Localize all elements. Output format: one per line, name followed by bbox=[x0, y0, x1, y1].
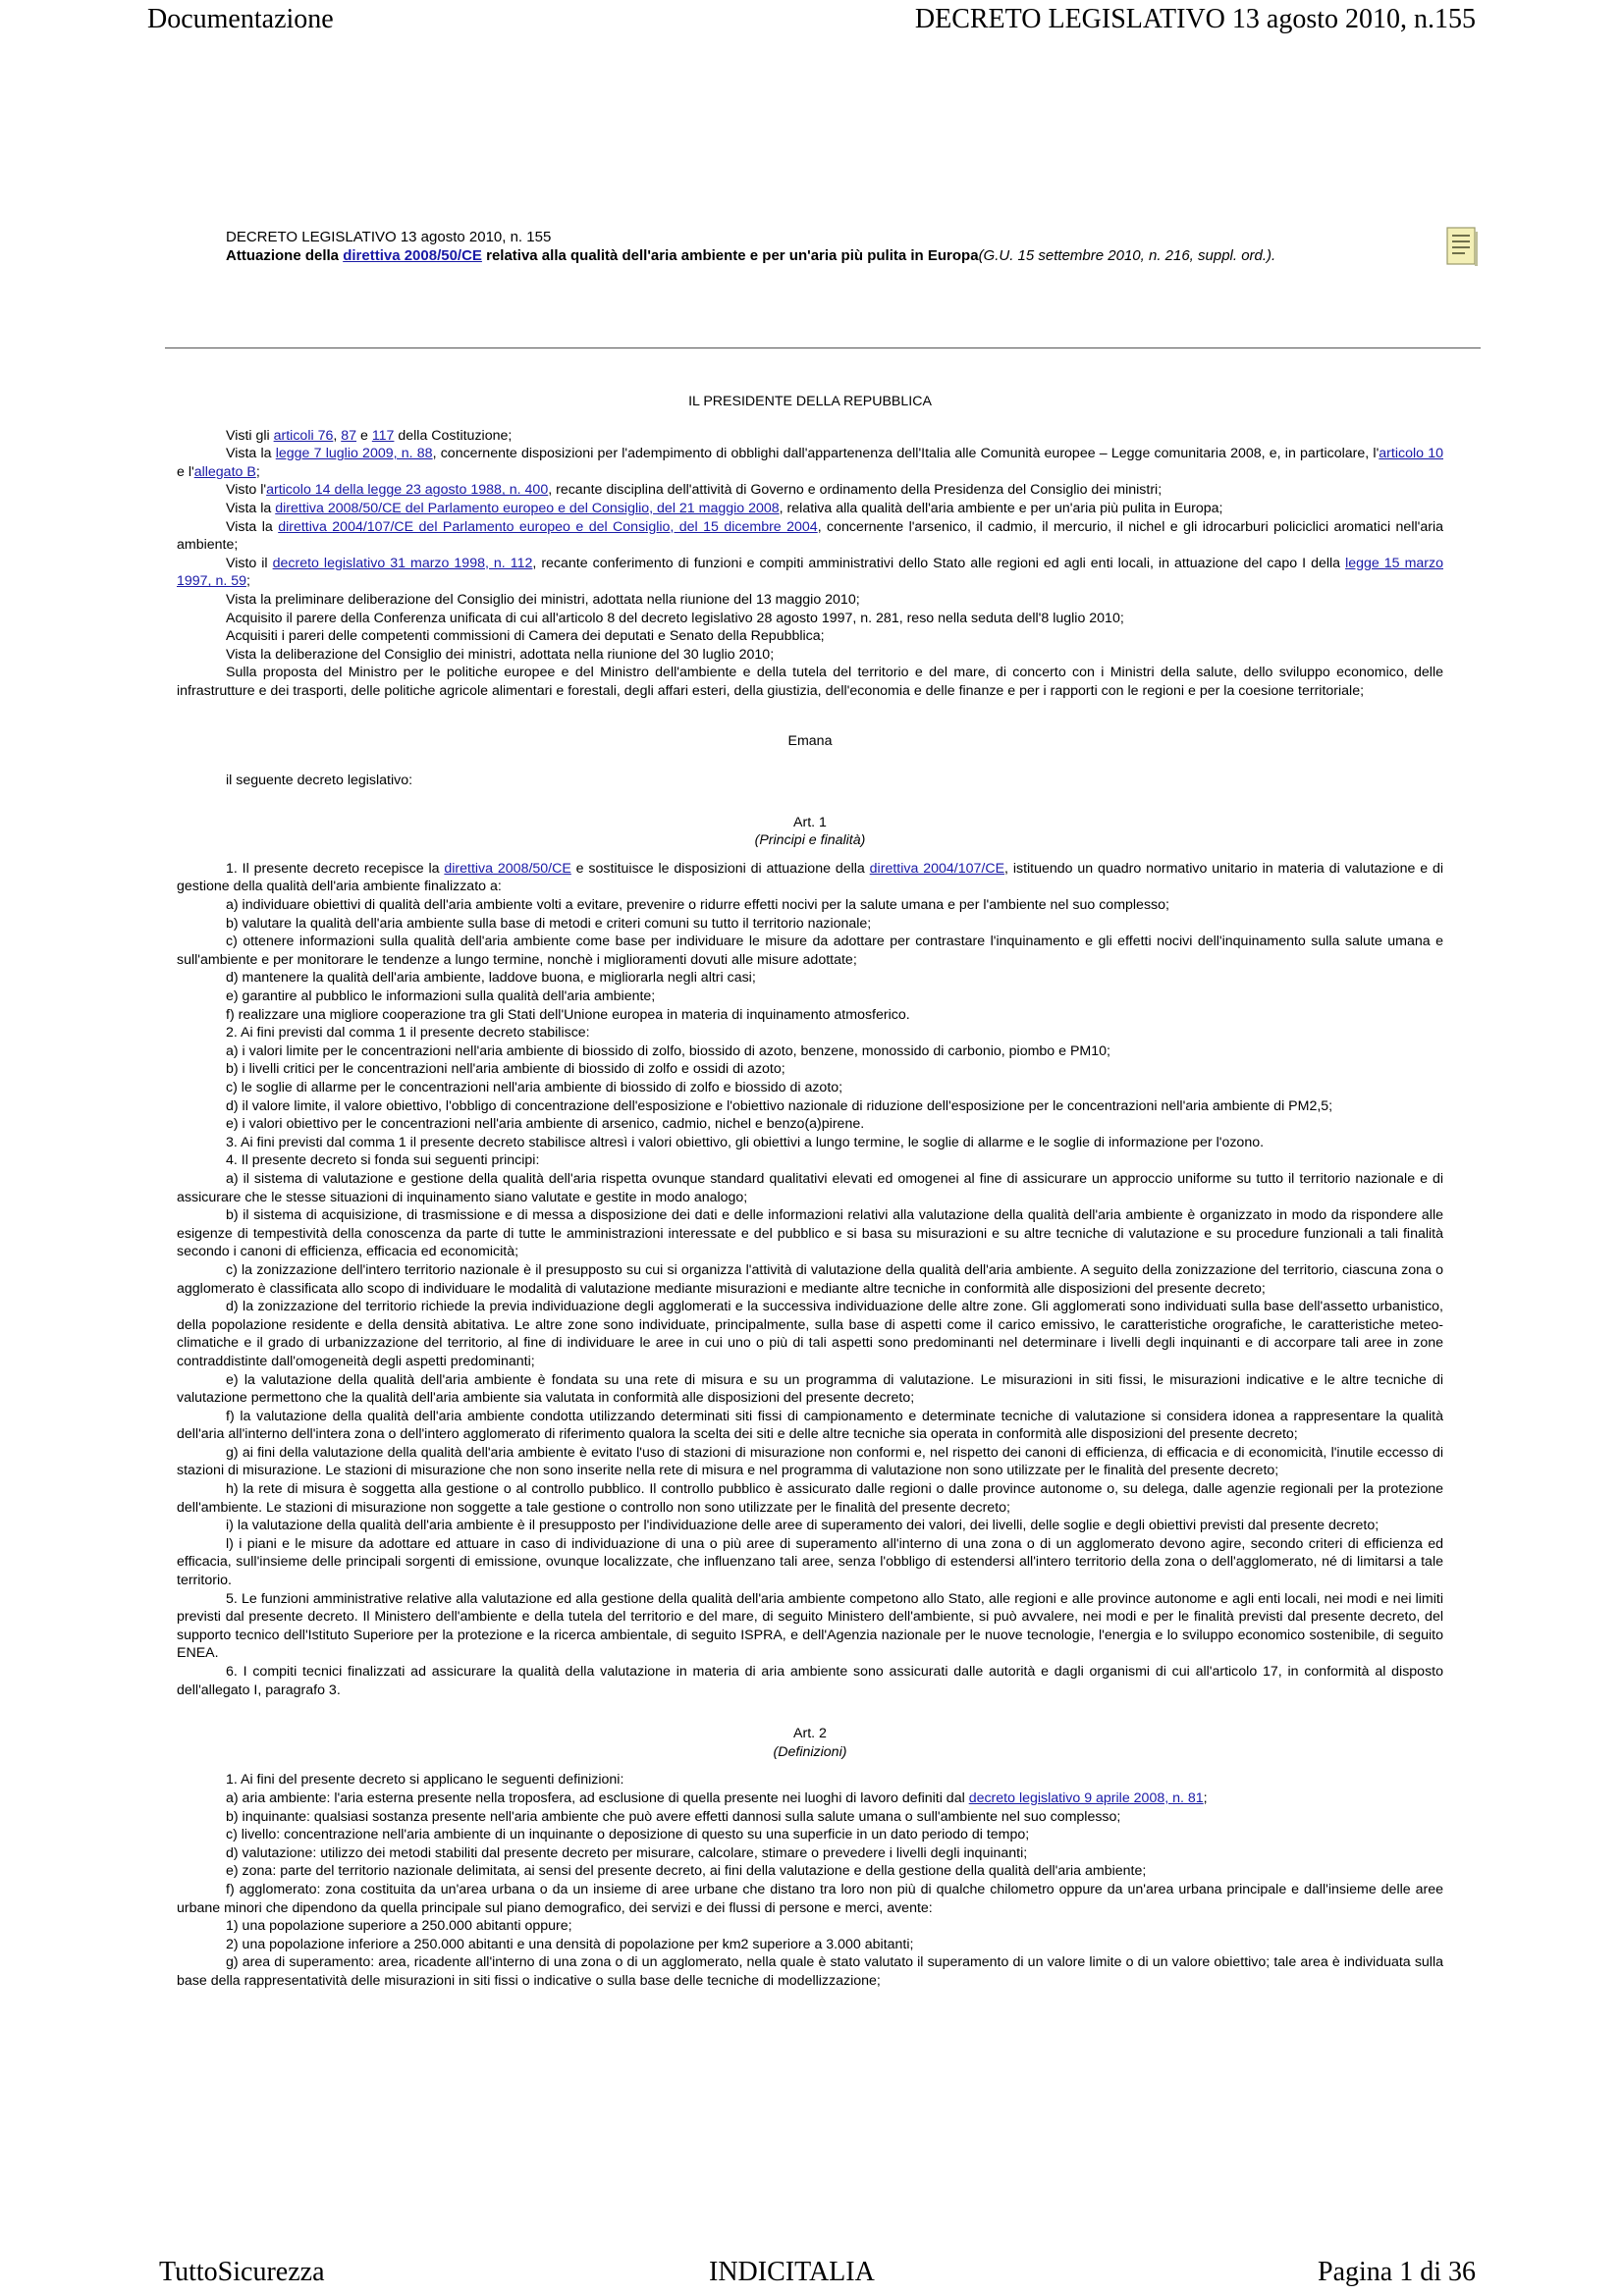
article-paragraph: 1. Ai fini del presente decreto si applicano le seguenti definizioni: bbox=[226, 1772, 624, 1789]
link-articolo-87[interactable]: 87 bbox=[341, 427, 357, 444]
recital bbox=[177, 555, 1443, 591]
article-item: 2) una popolazione inferiore a 250.000 abitanti e una densità di popolazione per km2 superiore a 3.000 abitanti; bbox=[226, 1936, 914, 1952]
president-heading: IL PRESIDENTE DELLA REPUBBLICA bbox=[688, 394, 932, 409]
article-item: d) mantenere la qualità dell'aria ambiente, laddove buona, e migliorarla negli altri casi; bbox=[226, 970, 756, 987]
article-paragraph bbox=[177, 860, 1443, 896]
article-item: 6. I compiti tecnici finalizzati ad assicurare la qualità della valutazione in materia di aria ambiente sono assicurati dalle autorità e dagli organismi di cui all'articolo 17, in conformità al disposto dell'allegato I, paragrafo 3. bbox=[177, 1664, 1443, 1698]
link-direttiva-2008-full[interactable]: direttiva 2008/50/CE del Parlamento europeo e del Consiglio, del 21 maggio 2008 bbox=[275, 500, 780, 516]
decree-body bbox=[177, 393, 1443, 1991]
emana-heading: Emana bbox=[787, 732, 833, 749]
link-articolo-14-legge-1988[interactable]: articolo 14 della legge 23 agosto 1988, n. 400 bbox=[266, 482, 549, 499]
document-title: DECRETO LEGISLATIVO 13 agosto 2010, n. 155 bbox=[226, 229, 552, 245]
article-2-title: Art. 2 bbox=[793, 1726, 827, 1742]
article-item: e) i valori obiettivo per le concentrazioni nell'aria ambiente di arsenico, cadmio, nichel e benzo(a)pirene. bbox=[226, 1116, 865, 1133]
article-item: d) il valore limite, il valore obiettivo, l'obbligo di concentrazione dell'esposizione e l'obiettivo nazionale di riduzione dell'esposizione per le concentrazioni nell'aria ambiente di PM2,5; bbox=[226, 1097, 1333, 1114]
link-dlgs-1998[interactable]: decreto legislativo 31 marzo 1998, n. 112 bbox=[272, 555, 533, 571]
article-item bbox=[177, 1789, 1443, 1808]
article-item: a) i valori limite per le concentrazioni nell'aria ambiente di biossido di zolfo, biossido di azoto, benzene, monossido di carbonio, piombo e PM10; bbox=[226, 1042, 1110, 1059]
recital-text: Visti gli bbox=[226, 427, 274, 444]
article-item: h) la rete di misura è soggetta alla gestione o al controllo pubblico. Il controllo pubblico è assicurato dalle regioni o dalle province autonome o, su delega, dalle agenzie regionali per la protezione dell'ambiente. Le stazioni di misurazione non soggette a tale gestione o controllo non sono utilizzate per le finalità del presente decreto; bbox=[177, 1481, 1443, 1516]
recital-text: , bbox=[333, 427, 342, 444]
horizontal-rule bbox=[165, 347, 1481, 348]
recital bbox=[177, 445, 1443, 481]
recital-text: ; bbox=[246, 573, 250, 590]
article-item: d) la zonizzazione del territorio richiede la previa individuazione degli agglomerati e la successiva individuazione delle altre zone. Gli agglomerati sono individuati sulla base dell'assetto urbanistico, della popolazione residente e della densità abitativa. Le altre zone sono individuate, principalmente, sulla base di aspetti come il carico emissivo, le caratteristiche orografiche, le caratteristiche meteo-climatiche e il grado di urbanizzazione del territorio, al fine di individuare le aree in cui uno o più di tali aspetti sono predominanti nel determinare i livelli degli inquinanti e di accorpare tali aree in zone contraddistinte dall'omogeneità degli aspetti predominanti; bbox=[177, 1299, 1443, 1369]
link-dlgs-2008[interactable]: decreto legislativo 9 aprile 2008, n. 81 bbox=[968, 1789, 1204, 1806]
article-item: i) la valutazione della qualità dell'aria ambiente è il presupposto per l'individuazione delle aree di superamento dei valori, dei livelli, delle soglie e degli obiettivi previsti dal presente decreto; bbox=[226, 1518, 1380, 1534]
paragraph-text: , istituendo un quadro normativo unitario in materia di valutazione e di gestione della qualità dell'aria ambiente finalizzato a: bbox=[177, 860, 1443, 895]
article-item: e) zona: parte del territorio nazionale delimitata, ai sensi del presente decreto, ai fini della valutazione e della gestione della qualità dell'aria ambiente; bbox=[226, 1863, 1147, 1880]
article-1-subtitle: (Principi e finalità) bbox=[754, 832, 866, 849]
recital-text: , concernente l'arsenico, il cadmio, il mercurio, il nichel e gli idrocarburi policiclici aromatici nell'aria ambiente; bbox=[177, 518, 1443, 554]
article-item: c) le soglie di allarme per le concentrazioni nell'aria ambiente di biossido di zolfo e biossido di azoto; bbox=[226, 1080, 843, 1095]
recital: Acquisito il parere della Conferenza unificata di cui all'articolo 8 del decreto legislativo 28 agosto 1997, n. 281, reso nella seduta dell'8 luglio 2010; bbox=[226, 610, 1124, 626]
document-icon[interactable] bbox=[1445, 226, 1479, 267]
link-legge-1997[interactable]: legge 15 marzo 1997, n. 59 bbox=[177, 555, 1443, 590]
article-item: g) ai fini della valutazione della qualità dell'aria ambiente è evitato l'uso di stazioni di misurazione non conformi e, nel rispetto dei canoni di efficienza, di efficacia e di economicità, l'inutile eccesso di stazioni di misurazione. Le stazioni di misurazione che non sono inserite nella rete di misura e nel programma di valutazione non sono utilizzate per le finalità del presente decreto; bbox=[177, 1444, 1443, 1479]
paragraph-text: 1. Il presente decreto recepisce la bbox=[226, 860, 445, 877]
recital-text: e l' bbox=[177, 463, 194, 480]
subject-text: Attuazione della bbox=[226, 247, 344, 264]
recital-text: , recante conferimento di funzioni e compiti amministrativi dello Stato alle regioni ed agli enti locali, in attuazione del capo I della bbox=[532, 555, 1346, 571]
article-item: b) i livelli critici per le concentrazioni nell'aria ambiente di biossido di zolfo e ossidi di azoto; bbox=[226, 1061, 785, 1078]
gazette-reference: (G.U. 15 settembre 2010, n. 216, suppl. ord.). bbox=[978, 247, 1276, 264]
article-item: 4. Il presente decreto si fonda sui seguenti principi: bbox=[226, 1152, 540, 1169]
recital: Vista la preliminare deliberazione del Consiglio dei ministri, adottata nella riunione del 13 maggio 2010; bbox=[226, 591, 860, 608]
recital bbox=[177, 427, 1443, 446]
article-item: c) la zonizzazione dell'intero territorio nazionale è il presupposto su cui si organizza l'attività di valutazione della qualità dell'aria ambiente. A seguito della zonizzazione del territorio, ciascuna zona o agglomerato è classificata allo scopo di individuare le modalità di valutazione mediante misurazioni e mediante altre tecniche in conformità alle disposizioni del presente decreto; bbox=[177, 1261, 1443, 1297]
recital-text: Visto il bbox=[226, 555, 273, 571]
recital-text: Vista la bbox=[226, 446, 276, 462]
page-number: Pagina 1 di 36 bbox=[1318, 2257, 1476, 2287]
recital-text: Vista la bbox=[226, 500, 276, 516]
running-header-left: Documentazione bbox=[147, 4, 334, 34]
recital-text: , concernente disposizioni per l'adempimento di obblighi dall'appartenenza dell'Italia alle Comunità europee – Legge comunitaria 2008, e, in particolare, l' bbox=[432, 446, 1380, 462]
recital-text: , recante disciplina dell'attività di Governo e ordinamento della Presidenza del Consiglio dei ministri; bbox=[548, 482, 1163, 499]
article-item: a) individuare obiettivi di qualità dell'aria ambiente volti a evitare, prevenire o ridurre effetti nocivi per la salute umana e per l'ambiente nel suo complesso; bbox=[226, 897, 1169, 914]
link-articolo-10[interactable]: articolo 10 bbox=[1379, 446, 1443, 462]
article-item: b) valutare la qualità dell'aria ambiente sulla base di metodi e criteri comuni su tutto il territorio nazionale; bbox=[226, 915, 872, 932]
subject-text: relativa alla qualità dell'aria ambiente e per un'aria più pulita in Europa bbox=[481, 247, 979, 264]
recital-text: e bbox=[356, 427, 372, 444]
article-item: a) il sistema di valutazione e gestione della qualità dell'aria rispetta ovunque standard qualitativi elevati ed omogenei al fine di assicurare un approccio uniforme su tutto il territorio nazionale e di assicurare che le stesse situazioni di inquinamento siano valutate e gestite in modo analogo; bbox=[177, 1170, 1443, 1205]
article-1-title: Art. 1 bbox=[793, 814, 827, 830]
link-articoli-76[interactable]: articoli 76 bbox=[273, 427, 334, 444]
article-item: e) garantire al pubblico le informazioni sulla qualità dell'aria ambiente; bbox=[226, 988, 656, 1005]
link-direttiva-2008-art1[interactable]: direttiva 2008/50/CE bbox=[444, 860, 571, 877]
item-text: a) aria ambiente: l'aria esterna presente nella troposfera, ad esclusione di quella presente nei luoghi di lavoro definiti dal bbox=[226, 1789, 969, 1806]
article-item: c) livello: concentrazione nell'aria ambiente di un inquinante o deposizione di questo su una superficie in un dato periodo di tempo; bbox=[226, 1827, 1030, 1843]
paragraph-text: e sostituisce le disposizioni di attuazione della bbox=[570, 860, 870, 877]
recital-text: , relativa alla qualità dell'aria ambiente e per un'aria più pulita in Europa; bbox=[779, 500, 1223, 516]
recital bbox=[177, 518, 1443, 555]
recital-text: ; bbox=[255, 463, 260, 480]
article-item: d) valutazione: utilizzo dei metodi stabiliti dal presente decreto per misurare, calcolare, stimare o prevedere i livelli degli inquinanti; bbox=[226, 1844, 1028, 1861]
article-item: g) area di superamento: area, ricadente all'interno di una zona o di un agglomerato, nella quale è stato valutato il superamento di un valore limite o di un valore obiettivo; tale area è individuata sulla base della rappresentatività delle misurazioni in siti fissi o indicative o sulla base delle tecniche di modellizzazione; bbox=[177, 1954, 1443, 1989]
article-item: b) inquinante: qualsiasi sostanza presente nell'aria ambiente che può avere effetti dannosi sulla salute umana o sull'ambiente nel suo complesso; bbox=[226, 1808, 1121, 1825]
article-item: f) agglomerato: zona costituita da un'area urbana o da un insieme di aree urbane che distano tra loro non più di qualche chilometro oppure da un'area urbana principale e dall'insieme delle aree urbane minori che dipendono da quella principale sul piano demografico, dei servizi e dei flussi di persone e merci, avente: bbox=[177, 1881, 1443, 1916]
running-footer-left: TuttoSicurezza bbox=[159, 2257, 325, 2287]
recital: Vista la deliberazione del Consiglio dei ministri, adottata nella riunione del 30 luglio 2010; bbox=[226, 646, 775, 663]
article-item: 1) una popolazione superiore a 250.000 abitanti oppure; bbox=[226, 1918, 572, 1935]
running-footer-center: INDICITALIA bbox=[709, 2257, 875, 2287]
link-direttiva-2004-art1[interactable]: direttiva 2004/107/CE bbox=[869, 860, 1005, 877]
decree-intro: il seguente decreto legislativo: bbox=[226, 773, 413, 789]
running-header-right: DECRETO LEGISLATIVO 13 agosto 2010, n.155 bbox=[914, 4, 1476, 34]
article-item: f) la valutazione della qualità dell'aria ambiente condotta utilizzando determinati siti fissi di campionamento e determinate tecniche di valutazione si considera idonea a rappresentare la qualità dell'aria all'interno dell'intera zona o dell'intero agglomerato di riferimento qualora la scelta dei siti e delle altre tecniche sia operata in conformità alle disposizioni del presente decreto; bbox=[177, 1408, 1443, 1443]
document-header bbox=[226, 228, 1404, 265]
article-item: 5. Le funzioni amministrative relative alla valutazione ed alla gestione della qualità dell'aria ambiente competono allo Stato, alle regioni e alle province autonome e agli enti locali, nei modi e nei limiti previsti dal presente decreto. Il Ministero dell'ambiente e della tutela del territorio e del mare, di seguito Ministero dell'ambiente, si può avvalere, nei modi e per le finalità previsti dal presente decreto, del supporto tecnico dell'Istituto Superiore per la protezione e la ricerca ambientale, di seguito ISPRA, e dell'Agenzia nazionale per le nuove tecnologie, l'energia e lo sviluppo economico sostenibile, di seguito ENEA. bbox=[177, 1590, 1443, 1662]
recital-text: Visto l' bbox=[226, 482, 267, 499]
link-allegato-b[interactable]: allegato B bbox=[193, 463, 256, 480]
item-text: ; bbox=[1203, 1789, 1208, 1806]
recital: Acquisiti i pareri delle competenti commissioni di Camera dei deputati e Senato della Repubblica; bbox=[226, 628, 825, 645]
link-direttiva-2008[interactable]: direttiva 2008/50/CE bbox=[343, 247, 482, 264]
article-item: f) realizzare una migliore cooperazione tra gli Stati dell'Unione europea in materia di inquinamento atmosferico. bbox=[226, 1006, 910, 1023]
recital bbox=[177, 481, 1443, 500]
recital: Sulla proposta del Ministro per le politiche europee e del Ministro dell'ambiente e della tutela del territorio e del mare, di concerto con i Ministri della salute, dello sviluppo economico, delle infrastrutture e dei trasporti, delle politiche agricole alimentari e forestali, degli affari esteri, della giustizia, dell'economia e delle finanze e per i rapporti con le regioni e per la coesione territoriale; bbox=[177, 665, 1443, 699]
link-direttiva-2004-full[interactable]: direttiva 2004/107/CE del Parlamento europeo e del Consiglio, del 15 dicembre 2004 bbox=[278, 518, 818, 535]
link-legge-2009[interactable]: legge 7 luglio 2009, n. 88 bbox=[275, 446, 433, 462]
document-subject bbox=[226, 246, 1404, 265]
article-item: b) il sistema di acquisizione, di trasmissione e di messa a disposizione dei dati e delle informazioni relativi alla valutazione della qualità dell'aria ambiente è organizzato in modo da rispondere alle esigenze di tempestività della conoscenza da parte di tutte le amministrazioni interessate e del pubblico e si basa su misurazioni e su altre tecniche di valutazione e su procedure funzionali a tali finalità secondo i canoni di efficienza, efficacia ed economicità; bbox=[177, 1207, 1443, 1260]
article-item: 2. Ai fini previsti dal comma 1 il presente decreto stabilisce: bbox=[226, 1025, 590, 1041]
article-item: l) i piani e le misure da adottare ed attuare in caso di individuazione di una o più aree di superamento all'interno di una zona o di un agglomerato devono agire, secondo criteri di efficienza ed efficacia, sull'insieme delle principali sorgenti di emissione, ovunque localizzate, che influenzano tali aree, senza l'obbligo di estendersi all'intero territorio della zona o dell'agglomerato, né di limitarsi a tale territorio. bbox=[177, 1535, 1443, 1589]
article-item: 3. Ai fini previsti dal comma 1 il presente decreto stabilisce altresì i valori obiettivo, gli obiettivi a lungo termine, le soglie di allarme e le soglie di informazione per l'ozono. bbox=[226, 1134, 1265, 1150]
recital bbox=[177, 500, 1443, 518]
recital-text: della Costituzione; bbox=[394, 427, 513, 444]
article-item: e) la valutazione della qualità dell'aria ambiente è fondata su una rete di misura e su un programma di valutazione. Le misurazioni in siti fissi, le misurazioni indicative e le altre tecniche di valutazione permettono che la qualità dell'aria ambiente sia valutata in conformità alle disposizioni del presente decreto; bbox=[177, 1371, 1443, 1407]
article-2-subtitle: (Definizioni) bbox=[773, 1743, 847, 1760]
article-item: c) ottenere informazioni sulla qualità dell'aria ambiente come base per individuare le misure da adottare per contrastare l'inquinamento e gli effetti nocivi dell'inquinamento sulla salute umana e sull'ambiente e per monitorare le tendenze a lungo termine, nonchè i miglioramenti dovuti alle misure adottate; bbox=[177, 934, 1443, 968]
recital-text: Vista la bbox=[226, 518, 279, 535]
link-articolo-117[interactable]: 117 bbox=[371, 427, 395, 444]
